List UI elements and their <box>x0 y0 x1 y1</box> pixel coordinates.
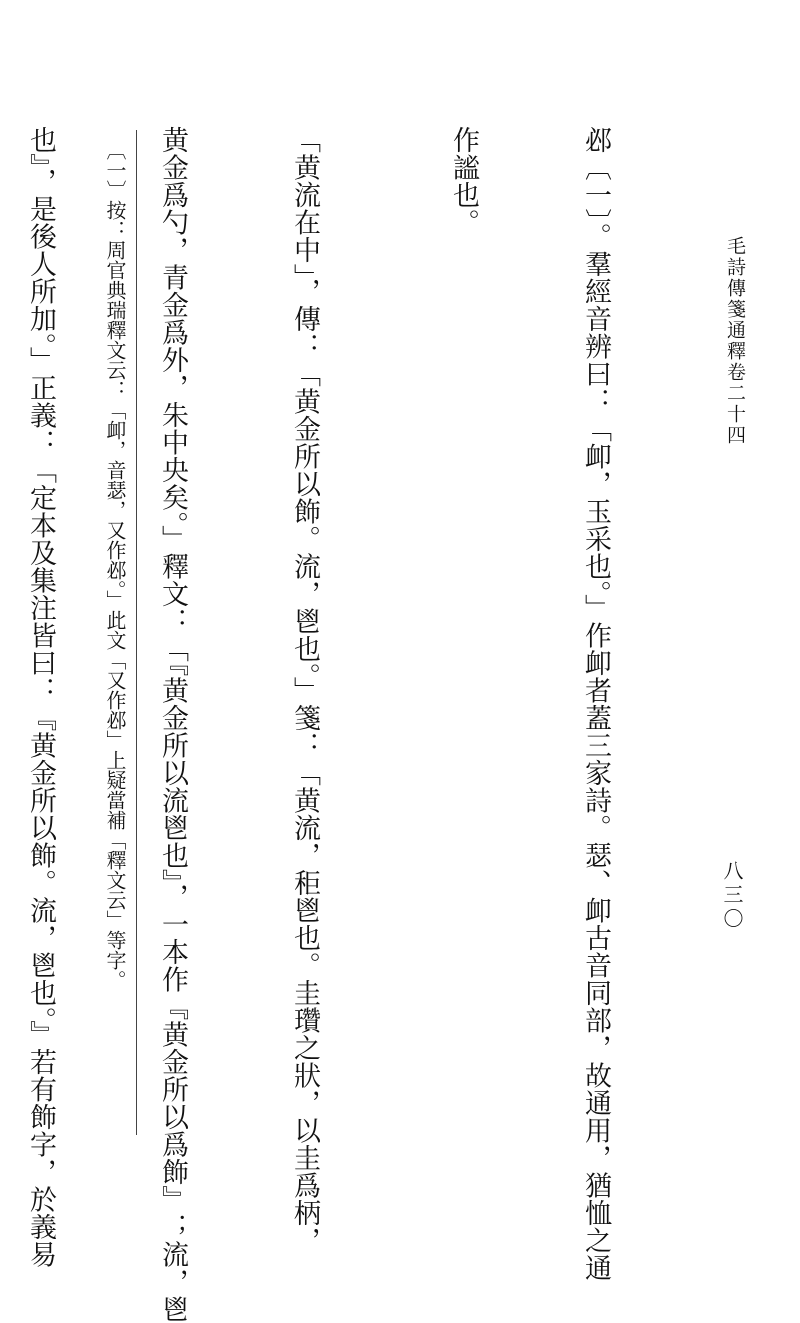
text-column: 作謐也。 <box>448 126 479 236</box>
footnote: 〔一〕按：周官典瑞釋文云：「卹，音瑟，又作邲。」此文「又作邲」上疑當補「釋文云」等字。 <box>103 140 127 990</box>
running-header-title: 毛詩傳箋通釋卷二十四 <box>724 236 746 446</box>
footnote-divider <box>136 130 137 1135</box>
text-column: 黄金爲勺，青金爲外，朱中央矣。」釋文：「『黄金所以流鬯也』，一本作『黄金所以爲飾』；流，鬯 <box>157 126 188 1323</box>
page-number: 八三〇 <box>720 860 744 932</box>
text-column: 也』，是後人所加。」正義：「定本及集注皆曰：『黄金所以飾。流，鬯也。』若有飾字，於義易 <box>25 126 56 1268</box>
text-column: 「黄流在中」，傳：「黄金所以飾。流，鬯也。」箋：「黄流，秬鬯也。圭瓚之狀，以圭爲柄， <box>289 126 320 1254</box>
text-column: 邲〔一〕。羣經音辨曰：「卹，玉采也。」作卹者蓋三家詩。瑟、卹古音同部，故通用，猶恤之通 <box>580 126 611 1282</box>
